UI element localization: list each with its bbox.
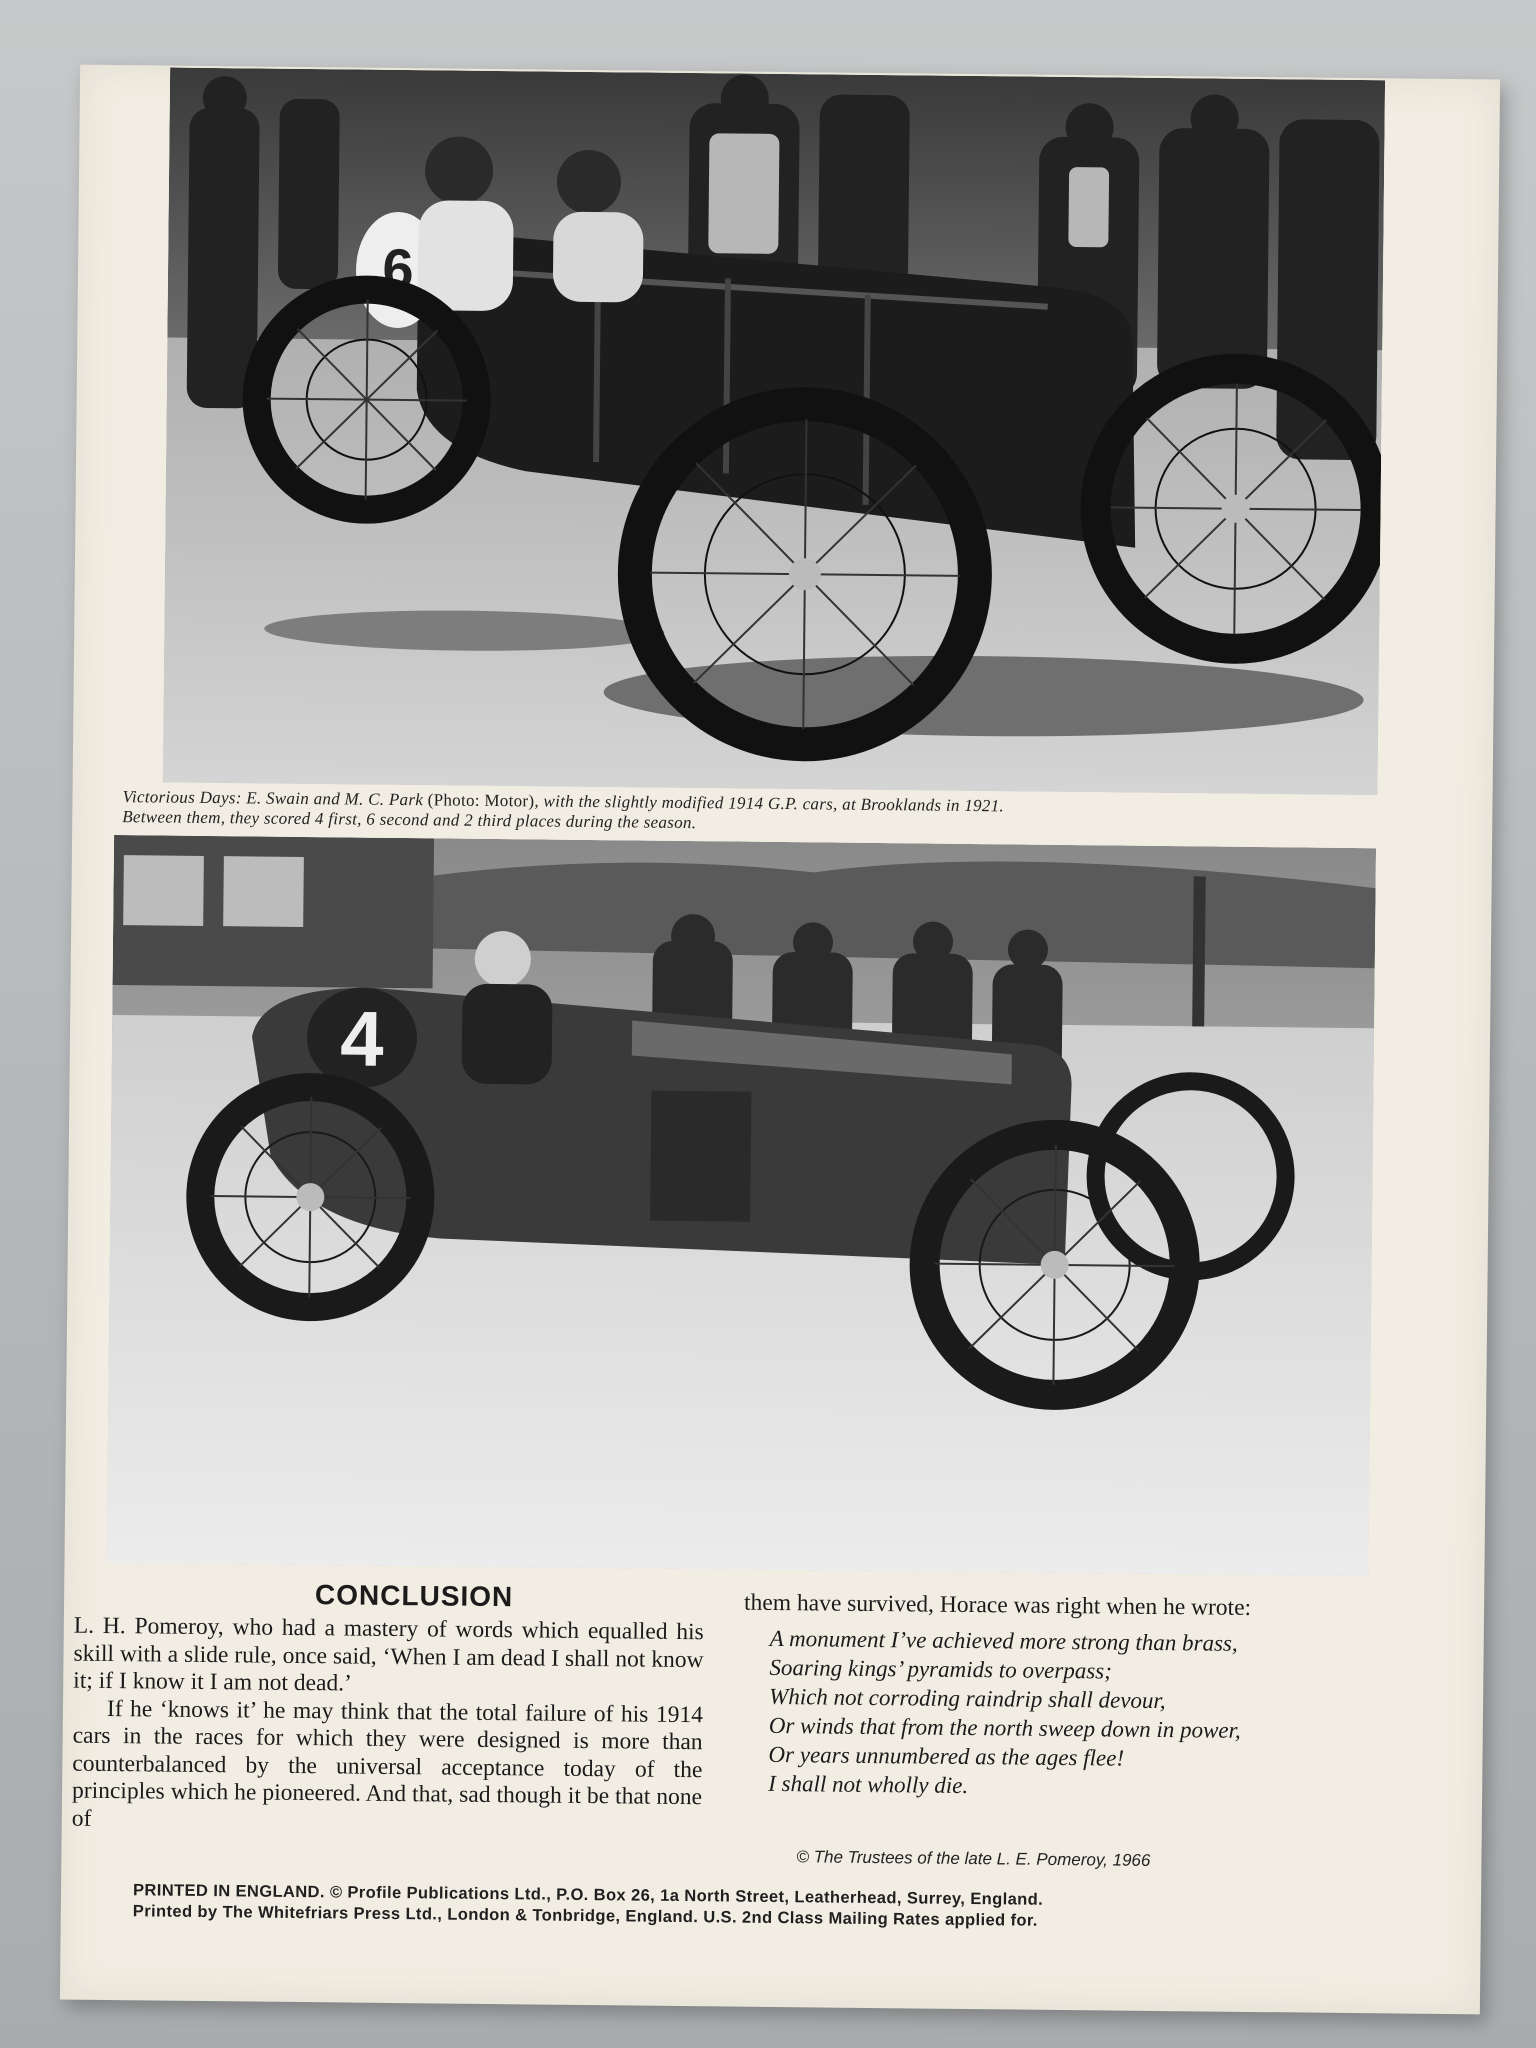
horace-poem bbox=[768, 1623, 1389, 1803]
conclusion-paragraph-1: L. H. Pomeroy, who had a mastery of words which equalled his skill with a slide rule, once said, ‘When I am dead I shall not know it; if I know it I am not dead.’ bbox=[73, 1612, 704, 1697]
car-number-four: 4 bbox=[339, 994, 385, 1083]
conclusion-body bbox=[62, 1613, 704, 1840]
conclusion-paragraph-2: If he ‘knows it’ he may think that the total failure of his 1914 cars in the races for which they were designed is more than counterbalanced by the universal acceptance today of the principles which he pioneered. And that, sad though it be that none of bbox=[71, 1695, 704, 1832]
poem-line: Soaring kings’ pyramids to overpass; bbox=[769, 1654, 1112, 1684]
poem-line: Or winds that from the north sweep down in power, bbox=[768, 1712, 1241, 1743]
conclusion-column-left bbox=[62, 1577, 705, 1840]
photo-caption bbox=[122, 787, 1382, 840]
conclusion-heading: CONCLUSION bbox=[314, 1579, 514, 1613]
photo-car-six bbox=[163, 68, 1385, 796]
poem-line: Which not corroding raindrip shall devour, bbox=[768, 1683, 1166, 1713]
conclusion-column-right bbox=[742, 1590, 1389, 1804]
caption-line-2: Between them, they scored 4 first, 6 second and 2 third places during the season. bbox=[122, 807, 697, 833]
imprint-line-2: Printed by The Whitefriars Press Ltd., London & Tonbridge, England. U.S. 2nd Class Mailing Rates applied for. bbox=[132, 1902, 1038, 1930]
poem-line: Or years unnumbered as the ages flee! bbox=[768, 1741, 1125, 1771]
printer-imprint bbox=[133, 1880, 1373, 1935]
imprint-line-1: PRINTED IN ENGLAND. © Profile Publications Ltd., P.O. Box 26, 1a North Street, Leatherhead, Surrey, England. bbox=[132, 1881, 1044, 1909]
copyright-notice: © The Trustees of the late L. E. Pomeroy, 1966 bbox=[796, 1847, 1151, 1870]
photo-car-four bbox=[106, 835, 1376, 1576]
car-number-six: 6 bbox=[382, 236, 414, 301]
poem-line: I shall not wholly die. bbox=[768, 1770, 969, 1798]
conclusion-continuation: them have survived, Horace was right when he wrote: bbox=[743, 1589, 1252, 1621]
printed-page bbox=[60, 65, 1500, 2015]
poem-line: A monument I’ve achieved more strong than brass, bbox=[769, 1625, 1238, 1656]
caption-line-1: Victorious Days: E. Swain and M. C. Park (Photo: Motor), with the slightly modified 1914 G.P. cars, at Brooklands in 1921. bbox=[122, 787, 1005, 816]
